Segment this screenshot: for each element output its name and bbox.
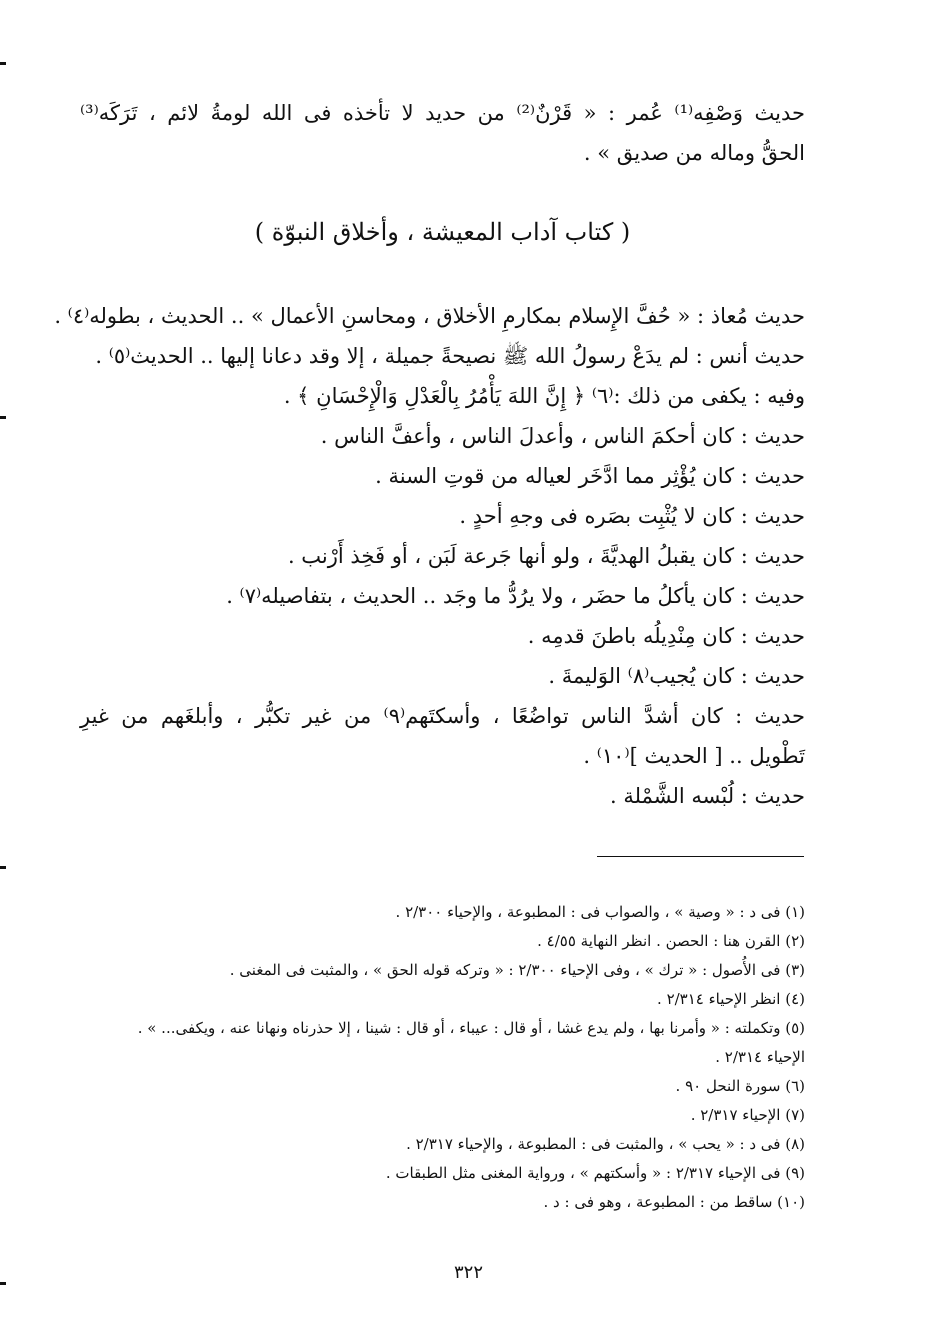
hadith-line: حديث : كان أشدَّ الناس تواضُعًا ، وأسكتَهم⁽٩⁾ من غير تكبُّر ، وأبلغَهم من غيرِ <box>80 704 805 728</box>
hadith-line: حديث مُعاذ : « حُفَّ الإِسلام بمكارمِ الأخلاق ، ومحاسنِ الأعمال » .. الحديث ، بطوله⁽٤⁾ . <box>54 304 805 328</box>
footnotes <box>70 898 805 1217</box>
hadith-line: حديث : كان يقبلُ الهديَّةَ ، ولو أنها جَرعة لَبَن ، أو فَخِذ أَرْنب . <box>287 544 805 568</box>
footnote: (٩) فى الإحياء ٢/٣١٧ : « وأسكتهم » ، ورواية المغنى مثل الطبقات . <box>385 1164 805 1182</box>
footnote: (٢) القرن هنا : الحصن . انظر النهاية ٤/٥٥ . <box>537 932 805 950</box>
chapter-heading: ( كتاب آداب المعيشة ، وأخلاق النبوّة ) <box>254 218 631 246</box>
intro-line: حديث وَصْفِه⁽¹⁾ عُمر : « قَرْنٌ⁽²⁾ من حديد لا تأخذه فى الله لومةُ لائم ، تَرَكَه⁽³⁾ <box>80 101 806 125</box>
footnote: (٣) فى الأُصول : « ترك » ، وفى الإحياء ٢/٣٠٠ : « وتركه قوله الحق » ، والمثبت فى المغنى . <box>229 961 805 979</box>
hadith-line: حديث : كان أحكمَ الناس ، وأعدلَ الناس ، وأعفَّ الناس . <box>320 424 805 448</box>
hadith-line: حديث : كان يأكلُ ما حضَر ، ولا يرُدُّ ما وجَد .. الحديث ، بتفاصيله⁽٧⁾ . <box>226 584 805 608</box>
footnote: (٦) سورة النحل ٩٠ . <box>675 1077 805 1095</box>
page-number: ٣٢٢ <box>453 1262 483 1283</box>
hadith-line: حديث : كان يُجيب⁽٨⁾ الوَليمةَ . <box>548 664 805 688</box>
hadith-line: حديث : لُبْسه الشَّمْلة . <box>610 784 805 808</box>
intro-line: الحقُّ وماله من صديق » . <box>583 141 805 165</box>
hadith-line: تَطْويل .. [ الحديث ]⁽١٠⁾ . <box>583 744 805 768</box>
hadith-line: حديث : كان يُؤْثِر مما ادَّخَر لعياله من قوتِ السنة . <box>375 464 805 488</box>
hadith-list <box>54 296 805 816</box>
intro-paragraph <box>80 93 805 173</box>
footnote-continuation: الإحياء ٢/٣١٤ . <box>715 1048 805 1066</box>
footnote: (١) فى د : « وصية » ، والصواب فى : المطبوعة ، والإحياء ٢/٣٠٠ . <box>395 903 805 921</box>
margin-mark <box>0 866 6 869</box>
hadith-line: وفيه : يكفى من ذلك :⁽٦⁾ ﴿ إِنَّ اللهَ يَأْمُرُ بِالْعَدْلِ وَالْإِحْسَانِ ﴾ . <box>283 384 805 408</box>
hadith-line: حديث أنس : لم يدَعْ رسولُ الله ﷺ نصيحةً جميلة ، إلا وقد دعانا إليها .. الحديث⁽٥⁾ . <box>95 344 805 368</box>
footnote: (٧) الإحياء ٢/٣١٧ . <box>690 1106 805 1124</box>
footnote: (٥) وتكملته : « وأمرنا بها ، ولم يدع غشا ، أو قال : عيباء ، أو قال : شينا ، إلا حذرناه ونهانا عنه ، ويكفى... » . <box>137 1019 805 1037</box>
footnote: (٨) فى د : « يحب » ، والمثبت فى : المطبوعة ، والإحياء ٢/٣١٧ . <box>406 1135 805 1153</box>
margin-mark <box>0 62 6 65</box>
footnote-divider <box>597 856 804 857</box>
footnote: (٤) انظر الإحياء ٢/٣١٤ . <box>657 990 805 1008</box>
margin-mark <box>0 416 6 419</box>
hadith-line: حديث : كان مِنْدِيلُه باطنَ قدمِه . <box>527 624 805 648</box>
footnote: (١٠) ساقط من : المطبوعة ، وهو فى : د . <box>543 1193 805 1211</box>
hadith-line: حديث : كان لا يُثْبِت بصَره فى وجهِ أحدٍ . <box>459 504 805 528</box>
